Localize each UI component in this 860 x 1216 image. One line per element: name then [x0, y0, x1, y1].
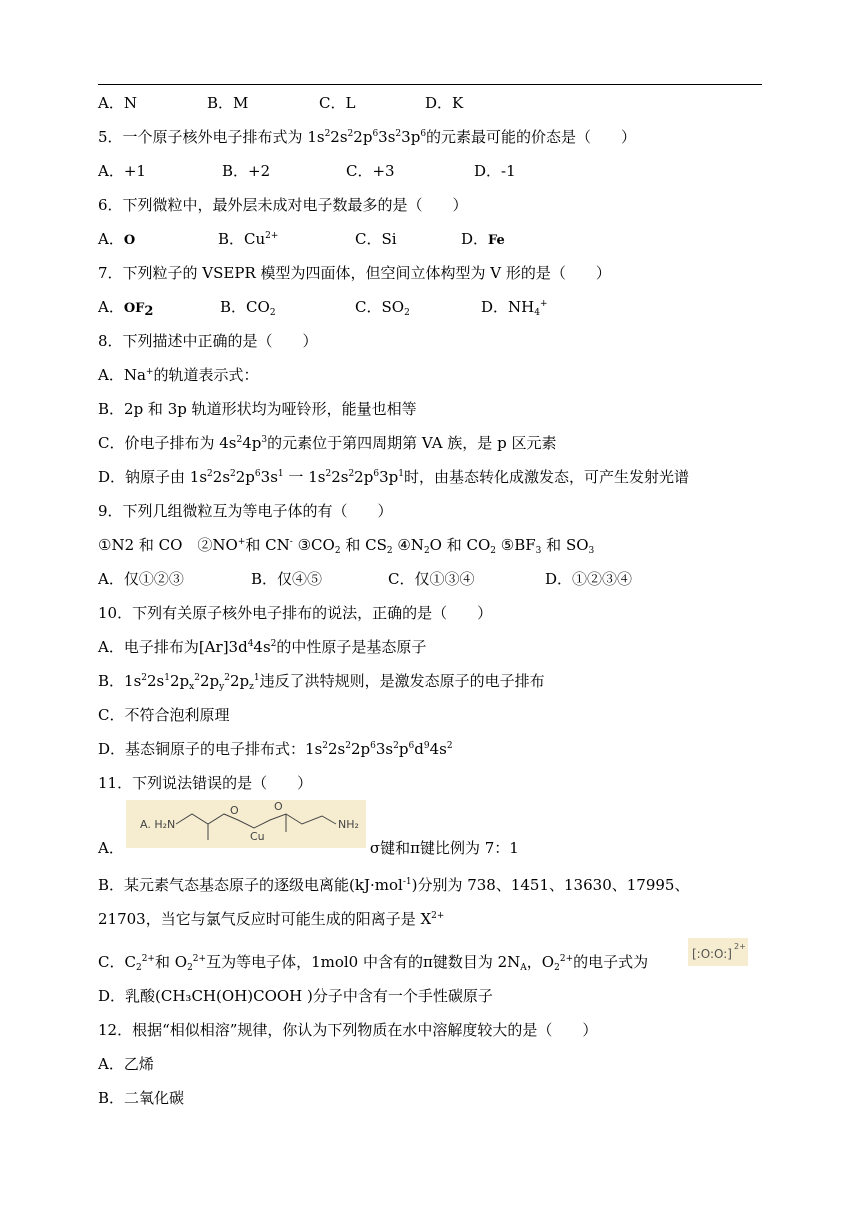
q4-option-a: A．N: [98, 94, 137, 112]
svg-text:O: O: [274, 800, 283, 813]
q4-option-c: C．L: [319, 94, 356, 112]
q8-option-c: C．价电子排布为 $4s^24p^3$的元素位于第四周期第 VA 族，是 p 区元素: [98, 434, 557, 452]
q10-option-a: A．电子排布为$[Ar]3d^44s^2$的中性原子是基态原子: [98, 638, 427, 656]
svg-text:O: O: [230, 804, 239, 817]
header-rule: [98, 84, 762, 85]
q8-option-b: B．2p 和 3p 轨道形状均为哑铃形，能量也相等: [98, 400, 417, 418]
q11-option-b-line1: B．某元素气态基态原子的逐级电离能(kJ·mol$^{-1}$)分别为 738、1451、13630、17995、: [98, 876, 690, 894]
q8-stem: 8．下列描述中正确的是（ ）: [98, 332, 318, 350]
q8-option-a: A．Na+的轨道表示式：: [98, 366, 259, 384]
q4-option-d: D．K: [425, 94, 464, 112]
svg-text:A. H₂N: A. H₂N: [140, 818, 176, 831]
svg-text:NH₂: NH₂: [338, 818, 359, 831]
q4-option-b: B．M: [207, 94, 249, 112]
q5-option-d: D．-1: [474, 162, 516, 180]
peroxide-electron-formula-image: [688, 938, 748, 966]
q11-option-b-line2: 21703，当它与氯气反应时可能生成的阳离子是 $X^{2+}$: [98, 910, 445, 928]
q10-stem: 10．下列有关原子核外电子排布的说法，正确的是（ ）: [98, 604, 493, 622]
q11-option-d: D．乳酸(CH₃CH(OH)COOH )分子中含有一个手性碳原子: [98, 987, 493, 1005]
q8-option-d: D．钠原子由 $1s^22s^22p^63s^1$ 一 $1s^22s^22p^63p^1$时，由基态转化成激发态，可产生发射光谱: [98, 468, 689, 486]
q9-groups: ①N2 和 CO ②NO+和 CN- $③CO_2$ 和 $CS_2$ $④N_2O$ 和 $CO_2$ $⑤BF_3$ 和 $SO_3$: [98, 536, 595, 556]
q9-stem: 9．下列几组微粒互为等电子体的有（ ）: [98, 502, 393, 520]
svg-text:Cu: Cu: [250, 830, 265, 843]
q9-option-b: B．仅④⑤: [251, 570, 323, 588]
q10-option-c: C．不符合泡利原理: [98, 706, 230, 724]
q7-stem: 7．下列粒子的 VSEPR 模型为四面体，但空间立体构型为 V 形的是（ ）: [98, 264, 611, 282]
svg-text:[:O:O:]: [:O:O:]: [692, 947, 732, 961]
q5-option-c: C．+3: [346, 162, 395, 180]
q6-stem: 6．下列微粒中，最外层未成对电子数最多的是（ ）: [98, 196, 468, 214]
q10-option-b: B．$1s^22s^12p_x^22p_y^22p_z^1$违反了洪特规则，是激发态原子的电子排布: [98, 672, 545, 692]
q5-options: [98, 161, 516, 181]
q11-option-c: C．$C_2^{2+}$和 $O_2^{2+}$互为等电子体，1mol0 中含有的π键数目为 $2N_A$，$O_2^{2+}$的电子式为: [98, 953, 649, 973]
q12-option-a: A．乙烯: [98, 1055, 154, 1073]
q11-stem: 11．下列说法错误的是（ ）: [98, 774, 313, 792]
q9-options: [98, 569, 632, 589]
q7-options: A．$OF_2$ B．$CO_2$ C．$SO_2$ D．$NH_4^+$: [98, 298, 548, 319]
q10-option-d: D．基态铜原子的电子排布式：$1s^22s^22p^63s^2p^6d^94s^2$: [98, 740, 453, 758]
q6-options: A．O B．$Cu^{2+}$ C．Si D．Fe: [98, 230, 505, 248]
q4-options: [98, 93, 463, 113]
svg-text:2+: 2+: [734, 942, 746, 951]
q5-option-a: A．+1: [98, 162, 146, 180]
q5-stem: 5．一个原子核外电子排布式为 $1s^22s^22p^63s^23p^6$的元素最可能的价态是（ ）: [98, 128, 637, 146]
q5-option-b: B．+2: [222, 162, 271, 180]
q9-option-d: D．①②③④: [545, 570, 633, 588]
q9-option-a: A．仅①②③: [98, 570, 184, 588]
q12-option-b: B．二氧化碳: [98, 1089, 185, 1107]
q9-option-c: C．仅①③④: [388, 570, 475, 588]
q12-stem: 12．根据“相似相溶”规律，你认为下列物质在水中溶解度较大的是（ ）: [98, 1021, 598, 1039]
q11-option-a: A． σ键和π键比例为 7：1: [98, 839, 519, 857]
